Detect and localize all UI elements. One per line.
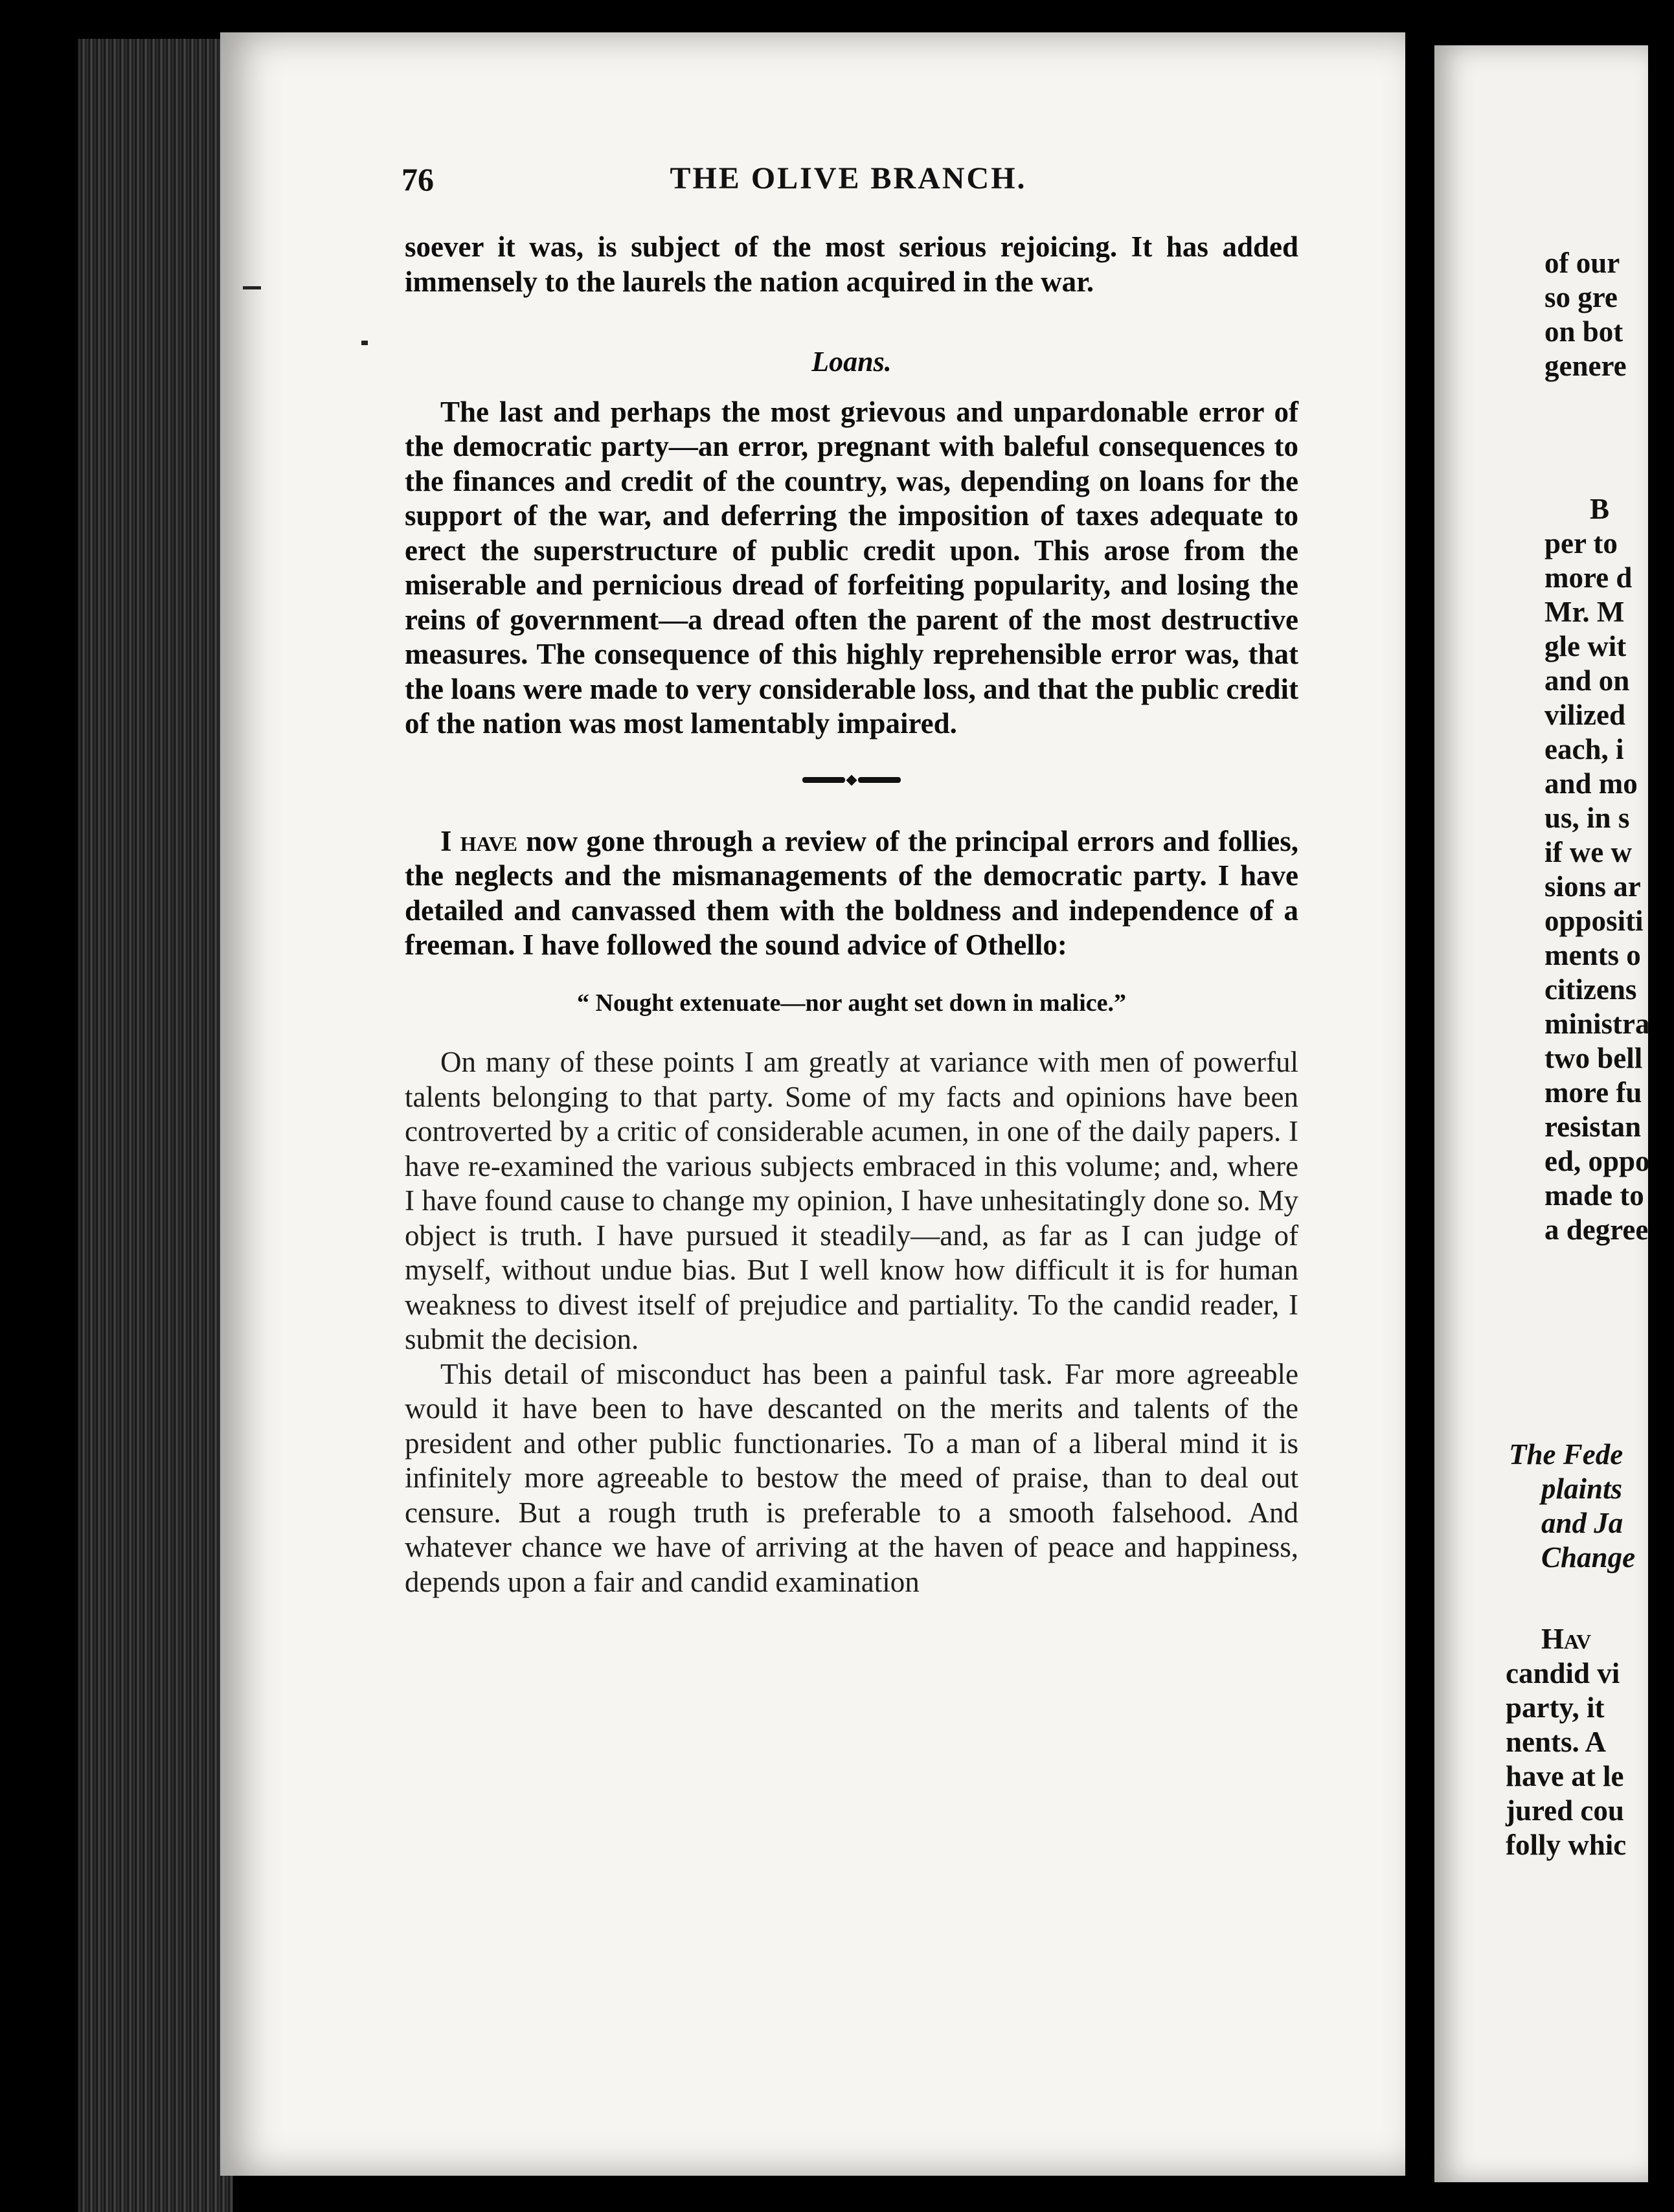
right-line: sions ar (1544, 870, 1641, 903)
right-line: vilized (1544, 699, 1625, 731)
right-line: citizens (1544, 973, 1637, 1006)
right-line: a degree (1544, 1213, 1649, 1246)
right-line: and on (1544, 664, 1630, 697)
right-line: Hav (1541, 1623, 1592, 1655)
right-line: ments o (1544, 939, 1641, 971)
right-line: on bot (1544, 315, 1623, 348)
right-line: candid vi (1506, 1657, 1620, 1689)
opening-paragraph: soever it was, is subject of the most serious rejoicing. It has added immensely to the laurels the nation acquired in the war. (405, 231, 1298, 298)
right-line: gle wit (1544, 630, 1627, 662)
page-number: 76 (402, 161, 434, 198)
review-paragraph (405, 824, 1298, 963)
section-heading: Loans. (811, 346, 892, 378)
right-line: ministra (1544, 1008, 1650, 1040)
right-line: jured cou (1506, 1794, 1624, 1827)
othello-quote: “ Nought extenuate—nor aught set down in malice.” (577, 989, 1126, 1017)
book-binding (78, 39, 233, 2212)
page-header (402, 161, 1295, 212)
ornamental-rule (405, 774, 1298, 787)
right-line: us, in s (1544, 802, 1630, 834)
right-line: per to (1544, 527, 1618, 559)
right-line: more fu (1544, 1076, 1642, 1109)
right-line: and Ja (1541, 1507, 1623, 1539)
detail-paragraph: This detail of misconduct has been a painful task. Far more agreeable would it have been to have descanted on the merits and talents of the president and other public functionaries. To a man of a liberal mind it is infinitely more agreeable to bestow the meed of praise, than to deal out censure. But a rough truth is preferable to a smooth falsehood. And whatever chance we have of arriving at the haven of peace and happiness, depends upon a fair and candid examination (405, 1357, 1298, 1598)
right-line: and mo (1544, 767, 1638, 800)
margin-mark (361, 341, 368, 345)
main-text (405, 230, 1298, 1599)
points-paragraph: On many of these points I am greatly at variance with men of powerful talents belonging to that party. Some of my facts and opinions have been controverted by a critic of considerable acumen, in one of the daily papers. I have re-examined the various subjects embraced in this volume; and, where I have found cause to change my opinion, I have unhesitatingly done so. My object is truth. I have pursued it steadily—and, as far as I can judge of myself, without undue bias. But I well know how difficult it is for human weakness to divest itself of prejudice and partiality. To the candid reader, I submit the decision. (405, 1046, 1298, 1355)
right-line: plaints (1541, 1473, 1623, 1505)
right-line: party, it (1506, 1691, 1605, 1724)
right-line: genere (1544, 350, 1627, 382)
right-line: so gre (1544, 281, 1618, 313)
right-line: nents. A (1506, 1726, 1607, 1758)
right-line: have at le (1506, 1760, 1624, 1792)
right-line: B (1590, 493, 1610, 525)
right-line: more d (1544, 561, 1633, 594)
right-line: oppositi (1544, 905, 1644, 937)
review-text: now gone through a review of the principal errors and follies, the neglects and the mismanagements of the democratic party. I have detailed and canvassed them with the boldness and independence of a freeman. I have followed the sound advice of Othello: (405, 824, 1298, 961)
right-line: made to (1544, 1179, 1644, 1212)
right-line: each, i (1544, 733, 1624, 765)
loans-paragraph: The last and perhaps the most grievous and unpardonable error of the democratic party—an error, pregnant with baleful consequences to the finances and credit of the country, was, depending on loans for the support of the war, and deferring the imposition of taxes adequate to erect the superstructure of public credit upon. This arose from the miserable and pernicious dread of forfeiting popularity, and losing the reins of government—a dread often the parent of the most destructive measures. The consequence of this highly reprehensible error was, that the loans were made to very considerable loss, and that the public credit of the nation was most lamentably impaired. (405, 395, 1298, 739)
ornament-diamond (846, 774, 857, 785)
running-head: THE OLIVE BRANCH. (670, 161, 1027, 196)
right-line: resistan (1544, 1111, 1642, 1143)
right-line: Change (1541, 1541, 1636, 1574)
right-line: ed, oppo (1544, 1145, 1650, 1177)
right-line: Mr. M (1544, 596, 1625, 628)
review-lead: I have (440, 824, 517, 857)
margin-mark (243, 286, 261, 289)
right-line: The Fede (1509, 1438, 1623, 1471)
ornament-bar-right (858, 777, 901, 783)
right-line: if we w (1544, 836, 1632, 868)
ornament-bar-left (802, 777, 845, 783)
right-line: of our (1544, 247, 1620, 279)
right-line: folly whic (1506, 1829, 1627, 1861)
right-line: two bell (1544, 1042, 1643, 1074)
